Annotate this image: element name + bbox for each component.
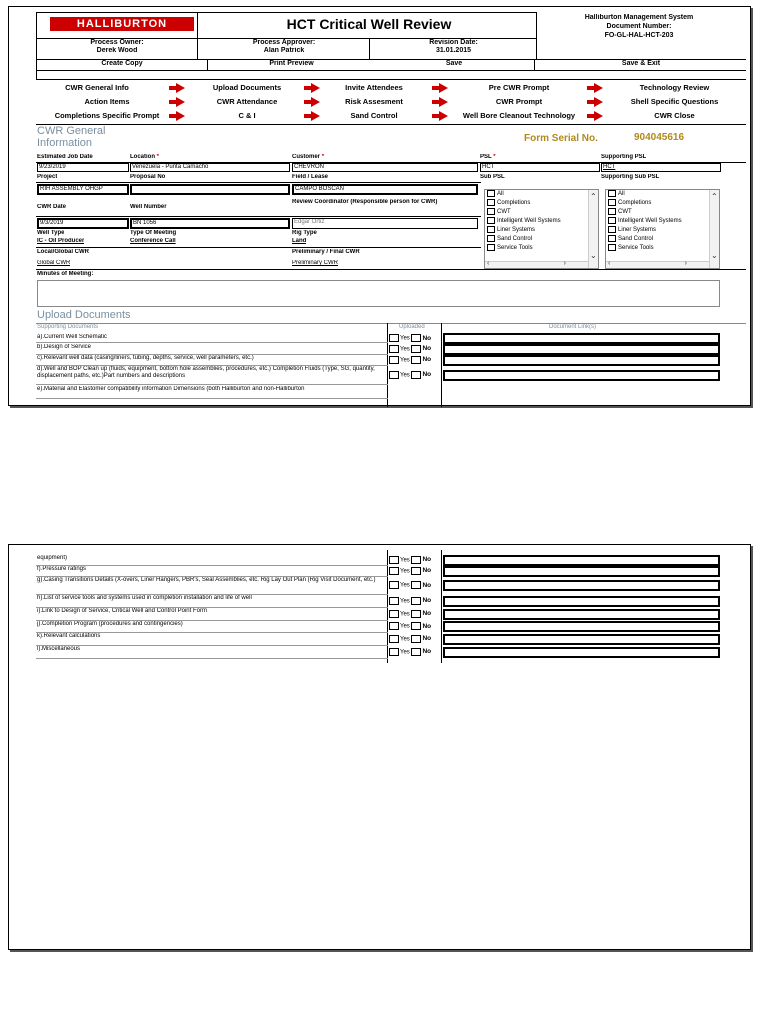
checkbox[interactable] bbox=[487, 244, 495, 251]
document-label: b).Design of Service bbox=[37, 344, 92, 350]
listbox-option[interactable] bbox=[485, 208, 598, 217]
document-link-field[interactable] bbox=[443, 370, 720, 381]
chevron-up-icon[interactable]: ⌃ bbox=[711, 192, 718, 201]
preliminary-final-cwr-select[interactable]: Preliminary CWR bbox=[292, 260, 339, 266]
checkbox[interactable] bbox=[608, 244, 616, 251]
field-lease-field[interactable]: CAMPO BOSCAN bbox=[292, 184, 478, 195]
upload-documents-title: Upload Documents bbox=[37, 309, 131, 321]
document-link-field[interactable] bbox=[443, 555, 720, 566]
sub-psl-options bbox=[485, 190, 598, 253]
option-label: Completions bbox=[497, 200, 531, 207]
checkbox[interactable] bbox=[608, 235, 616, 242]
uploaded-yes-no bbox=[389, 556, 433, 564]
document-label: i).Link to Design of Service, Critical Well and Control Point Form bbox=[37, 608, 207, 614]
document-label: f).Pressure ratings bbox=[37, 566, 87, 572]
uploaded-yes-no bbox=[389, 581, 433, 589]
yes-label: Yes bbox=[400, 582, 410, 589]
yes-label: Yes bbox=[400, 568, 410, 575]
type-of-meeting-select[interactable]: Conference Call bbox=[130, 238, 176, 244]
listbox-scrollbar[interactable] bbox=[709, 190, 719, 268]
estimated-job-date-field[interactable]: 9/23/2019 bbox=[37, 163, 129, 172]
listbox-option[interactable] bbox=[606, 226, 719, 235]
section-title-line2: Information bbox=[37, 137, 93, 149]
checkbox[interactable] bbox=[487, 217, 495, 224]
no-label: No bbox=[422, 622, 432, 630]
checkbox[interactable] bbox=[487, 190, 495, 197]
checkbox[interactable] bbox=[608, 190, 616, 197]
no-checkbox[interactable] bbox=[411, 371, 421, 379]
no-label: No bbox=[422, 648, 432, 656]
document-label: l).Miscellaneous bbox=[37, 646, 81, 652]
no-checkbox[interactable] bbox=[411, 345, 421, 353]
option-label: Service Tools bbox=[618, 245, 654, 252]
supporting-sub-psl-options bbox=[606, 190, 719, 253]
uploaded-yes-no bbox=[389, 648, 433, 656]
no-label: No bbox=[422, 371, 432, 379]
type-of-meeting-label: Type Of Meeting bbox=[130, 230, 177, 236]
yes-checkbox[interactable] bbox=[389, 610, 399, 618]
save-exit-button[interactable]: Save & Exit bbox=[621, 60, 661, 67]
uploaded-yes-no bbox=[389, 334, 433, 342]
yes-checkbox[interactable] bbox=[389, 648, 399, 656]
local-global-cwr-label: Local/Global CWR bbox=[37, 249, 90, 255]
customer-select[interactable]: CHEVRON bbox=[292, 163, 478, 172]
well-number-label: Well Number bbox=[130, 204, 167, 210]
no-checkbox[interactable] bbox=[411, 622, 421, 630]
yes-label: Yes bbox=[400, 357, 410, 364]
yes-label: Yes bbox=[400, 636, 410, 643]
supporting-sub-psl-label: Supporting Sub PSL bbox=[601, 174, 660, 180]
chevron-right-icon[interactable]: › bbox=[563, 260, 566, 267]
yes-label: Yes bbox=[400, 623, 410, 630]
document-label: k).Relevant calculations bbox=[37, 633, 101, 639]
option-label: Intelligent Well Systems bbox=[497, 218, 561, 225]
listbox-option[interactable] bbox=[606, 190, 719, 199]
form-serial-label: Form Serial No. bbox=[524, 133, 598, 144]
proposal-no-label: Proposal No bbox=[130, 174, 166, 180]
location-select[interactable]: Venezuela - Punta Camacho bbox=[130, 163, 290, 172]
yes-checkbox[interactable] bbox=[389, 334, 399, 342]
yes-label: Yes bbox=[400, 611, 410, 618]
yes-checkbox[interactable] bbox=[389, 567, 399, 575]
nav-cwr-prompt[interactable]: CWR Prompt bbox=[495, 97, 543, 106]
document-link-field[interactable] bbox=[443, 609, 720, 620]
uploaded-yes-no bbox=[389, 356, 433, 364]
minutes-of-meeting-label: Minutes of Meeting: bbox=[37, 271, 94, 277]
review-coordinator-label: Review Coordinator (Responsible person for CWR) bbox=[292, 199, 438, 205]
checkbox[interactable] bbox=[608, 199, 616, 206]
chevron-down-icon[interactable]: ⌄ bbox=[590, 251, 597, 260]
checkbox[interactable] bbox=[608, 208, 616, 215]
section-title-line1: CWR General bbox=[37, 125, 106, 137]
option-label: Sand Control bbox=[497, 236, 533, 243]
arrow-right-icon bbox=[439, 97, 448, 107]
checkbox[interactable] bbox=[487, 226, 495, 233]
document-label: equipment) bbox=[37, 555, 68, 561]
uploaded-yes-no bbox=[389, 622, 433, 630]
create-copy-button[interactable]: Create Copy bbox=[101, 60, 143, 67]
form-serial-number: 904045616 bbox=[634, 132, 685, 143]
estimated-job-date-label: Estimated Job Date bbox=[37, 154, 93, 160]
option-label: CWT bbox=[497, 209, 511, 216]
uploaded-header: Uploaded bbox=[399, 324, 425, 330]
supporting-documents-header: Supporting Documents bbox=[37, 324, 99, 330]
uploaded-yes-no bbox=[389, 567, 433, 575]
review-coordinator-field[interactable]: Edgar Ortiz bbox=[292, 218, 478, 229]
nav-shell-specific-questions[interactable]: Shell Specific Questions bbox=[630, 97, 719, 106]
listbox-option[interactable] bbox=[485, 244, 598, 253]
cwr-general-info-title bbox=[37, 125, 105, 149]
yes-label: Yes bbox=[400, 557, 410, 564]
uploaded-yes-no bbox=[389, 371, 433, 379]
document-label: j).Completion Program (procedures and contingencies) bbox=[37, 621, 183, 627]
sub-psl-label: Sub PSL bbox=[480, 174, 505, 180]
uploaded-yes-no bbox=[389, 635, 433, 643]
yes-label: Yes bbox=[400, 372, 410, 379]
no-checkbox[interactable] bbox=[411, 635, 421, 643]
document-number-label: Document Number: bbox=[606, 23, 672, 30]
yes-label: Yes bbox=[400, 649, 410, 656]
chevron-right-icon[interactable]: › bbox=[684, 260, 687, 267]
no-checkbox[interactable] bbox=[411, 648, 421, 656]
revision-date-label: Revision Date: bbox=[429, 39, 478, 46]
arrow-right-icon bbox=[176, 83, 185, 93]
project-label: Project bbox=[37, 174, 58, 180]
no-label: No bbox=[422, 334, 432, 342]
listbox-option[interactable] bbox=[606, 235, 719, 244]
document-link-field[interactable] bbox=[443, 580, 720, 591]
chevron-left-icon[interactable]: ‹ bbox=[487, 260, 490, 267]
listbox-option[interactable] bbox=[606, 244, 719, 253]
listbox-option[interactable] bbox=[606, 217, 719, 226]
no-label: No bbox=[422, 345, 432, 353]
process-owner-label: Process Owner: bbox=[90, 39, 144, 46]
document-link-field[interactable] bbox=[443, 344, 720, 355]
no-label: No bbox=[422, 356, 432, 364]
uploaded-yes-no bbox=[389, 597, 433, 605]
sub-psl-listbox[interactable] bbox=[484, 189, 599, 269]
supporting-psl-label: Supporting PSL bbox=[601, 154, 647, 160]
checkbox[interactable] bbox=[487, 208, 495, 215]
yes-checkbox[interactable] bbox=[389, 556, 399, 564]
nav-cwr-attendance[interactable]: CWR Attendance bbox=[216, 97, 278, 106]
listbox-hscrollbar[interactable] bbox=[606, 261, 709, 268]
document-number: FO-GL-HAL-HCT-203 bbox=[604, 32, 674, 39]
yes-checkbox[interactable] bbox=[389, 597, 399, 605]
listbox-option[interactable] bbox=[485, 190, 598, 199]
form-page-2 bbox=[8, 544, 751, 950]
chevron-left-icon[interactable]: ‹ bbox=[608, 260, 611, 267]
listbox-option[interactable] bbox=[606, 199, 719, 208]
halliburton-logo: HALLIBURTON bbox=[50, 17, 194, 31]
no-checkbox[interactable] bbox=[411, 556, 421, 564]
nav-cwr-close[interactable]: CWR Close bbox=[654, 111, 695, 120]
nav-cwr-general-info[interactable]: CWR General Info bbox=[65, 83, 129, 92]
nav-sand-control[interactable]: Sand Control bbox=[350, 111, 398, 120]
option-label: Intelligent Well Systems bbox=[618, 218, 682, 225]
no-label: No bbox=[422, 567, 432, 575]
psl-select[interactable]: HCT bbox=[480, 163, 600, 172]
option-label: All bbox=[618, 191, 625, 198]
project-field[interactable]: RIH ASSEMBLY OHGP bbox=[37, 184, 129, 195]
checkbox[interactable] bbox=[487, 199, 495, 206]
document-links-header: Document Link(s) bbox=[549, 324, 597, 330]
no-checkbox[interactable] bbox=[411, 567, 421, 575]
no-label: No bbox=[422, 597, 432, 605]
arrow-right-icon bbox=[439, 111, 448, 121]
supporting-sub-psl-listbox[interactable] bbox=[605, 189, 720, 269]
document-label: d).Well and BOP Clean up (fluids, equipment, bottom hole assemblies, procedures, etc.) Completion Fluids (Type, SG, quantity, displacement paths, etc.)Part numbers and descriptions bbox=[37, 366, 375, 379]
no-checkbox[interactable] bbox=[411, 334, 421, 342]
rig-type-label: Rig Type bbox=[292, 230, 317, 236]
rig-type-select[interactable]: Land bbox=[292, 238, 307, 244]
yes-label: Yes bbox=[400, 346, 410, 353]
save-button[interactable]: Save bbox=[445, 60, 463, 67]
supporting-psl-select[interactable]: HCT bbox=[601, 163, 721, 172]
yes-checkbox[interactable] bbox=[389, 581, 399, 589]
listbox-option[interactable] bbox=[485, 226, 598, 235]
revision-date: 31.01.2015 bbox=[435, 47, 472, 54]
arrow-right-icon bbox=[176, 97, 185, 107]
no-label: No bbox=[422, 610, 432, 618]
option-label: Completions bbox=[618, 200, 652, 207]
process-approver-label: Process Approver: bbox=[252, 39, 316, 46]
well-type-label: Well Type bbox=[37, 230, 65, 236]
uploaded-yes-no bbox=[389, 345, 433, 353]
checkbox[interactable] bbox=[487, 235, 495, 242]
listbox-option[interactable] bbox=[485, 199, 598, 208]
process-owner: Derek Wood bbox=[96, 47, 138, 54]
document-label: g).Casing Transitions Details (X-overs, Liner Hangers, PBR's, Seal Assemblies, etc. Rig Lay Out Plan (Rig Visit Document, etc.) bbox=[37, 577, 376, 583]
yes-label: Yes bbox=[400, 335, 410, 342]
location-label: Location * bbox=[130, 154, 160, 160]
option-label: Liner Systems bbox=[497, 227, 536, 234]
nav-upload-documents[interactable]: Upload Documents bbox=[212, 83, 282, 92]
document-label: a).Current Well Schematic bbox=[37, 334, 107, 340]
well-type-select[interactable]: IC - Oil Producer bbox=[37, 238, 85, 244]
chevron-up-icon[interactable]: ⌃ bbox=[590, 192, 597, 201]
listbox-option[interactable] bbox=[485, 217, 598, 226]
uploaded-yes-no bbox=[389, 610, 433, 618]
checkbox[interactable] bbox=[608, 217, 616, 224]
no-label: No bbox=[422, 556, 432, 564]
well-number-field[interactable]: BN 1056 bbox=[130, 218, 290, 229]
cwr-date-field[interactable]: 9/3/2019 bbox=[37, 218, 129, 229]
yes-checkbox[interactable] bbox=[389, 635, 399, 643]
no-checkbox[interactable] bbox=[411, 610, 421, 618]
customer-label: Customer * bbox=[292, 154, 325, 160]
management-system-label: Halliburton Management System bbox=[584, 14, 694, 21]
listbox-option[interactable] bbox=[606, 208, 719, 217]
document-link-field[interactable] bbox=[443, 355, 720, 366]
nav-action-items[interactable]: Action Items bbox=[84, 97, 130, 106]
process-approver: Alan Patrick bbox=[263, 47, 305, 54]
print-preview-button[interactable]: Print Preview bbox=[269, 60, 314, 67]
psl-label: PSL * bbox=[480, 154, 496, 160]
yes-checkbox[interactable] bbox=[389, 371, 399, 379]
document-link-field[interactable] bbox=[443, 566, 720, 577]
chevron-down-icon[interactable]: ⌄ bbox=[711, 251, 718, 260]
local-global-cwr-select[interactable]: Global CWR bbox=[37, 260, 71, 266]
option-label: Liner Systems bbox=[618, 227, 657, 234]
minutes-of-meeting-textarea[interactable] bbox=[37, 280, 720, 307]
option-label: Sand Control bbox=[618, 236, 654, 243]
document-link-field[interactable] bbox=[443, 634, 720, 645]
nav-technology-review[interactable]: Technology Review bbox=[639, 83, 710, 92]
document-label: c).Relevant well data (casing/liners, tubing, depths, service, well parameters, etc.) bbox=[37, 355, 254, 361]
option-label: All bbox=[497, 191, 504, 198]
proposal-no-field[interactable] bbox=[130, 184, 290, 195]
no-checkbox[interactable] bbox=[411, 597, 421, 605]
yes-label: Yes bbox=[400, 598, 410, 605]
nav-risk-assesment[interactable]: Risk Assesment bbox=[345, 97, 403, 106]
no-label: No bbox=[422, 581, 432, 589]
field-lease-label: Field / Lease bbox=[292, 174, 329, 180]
no-checkbox[interactable] bbox=[411, 581, 421, 589]
no-checkbox[interactable] bbox=[411, 356, 421, 364]
document-link-field[interactable] bbox=[443, 333, 720, 344]
listbox-scrollbar[interactable] bbox=[588, 190, 598, 268]
document-link-field[interactable] bbox=[443, 647, 720, 658]
document-link-field[interactable] bbox=[443, 621, 720, 632]
form-title: HCT Critical Well Review bbox=[286, 16, 452, 32]
nav-completions-specific-prompt[interactable]: Completions Specific Prompt bbox=[54, 111, 160, 120]
cwr-date-label: CWR Date bbox=[37, 204, 67, 210]
arrow-right-icon bbox=[439, 83, 448, 93]
nav-invite-attendees[interactable]: Invite Attendees bbox=[345, 83, 403, 92]
yes-checkbox[interactable] bbox=[389, 345, 399, 353]
document-label: h).List of service tools and systems used in completion installation and life of well bbox=[37, 595, 252, 601]
yes-checkbox[interactable] bbox=[389, 356, 399, 364]
document-label: e).Material and Elastomer compatibility information Dimensions (both Halliburton and non-Halliburton bbox=[37, 386, 305, 392]
no-label: No bbox=[422, 635, 432, 643]
option-label: Service Tools bbox=[497, 245, 533, 252]
checkbox[interactable] bbox=[608, 226, 616, 233]
option-label: CWT bbox=[618, 209, 632, 216]
form-page-1 bbox=[8, 6, 751, 406]
arrow-right-icon bbox=[176, 111, 185, 121]
nav-c-and-i[interactable]: C & I bbox=[238, 111, 256, 120]
listbox-option[interactable] bbox=[485, 235, 598, 244]
nav-pre-cwr-prompt[interactable]: Pre CWR Prompt bbox=[488, 83, 550, 92]
preliminary-final-cwr-label: Preliminary / Final CWR bbox=[292, 249, 360, 255]
nav-well-bore-cleanout-technology[interactable]: Well Bore Cleanout Technology bbox=[462, 111, 576, 120]
document-link-field[interactable] bbox=[443, 596, 720, 607]
listbox-hscrollbar[interactable] bbox=[485, 261, 588, 268]
yes-checkbox[interactable] bbox=[389, 622, 399, 630]
